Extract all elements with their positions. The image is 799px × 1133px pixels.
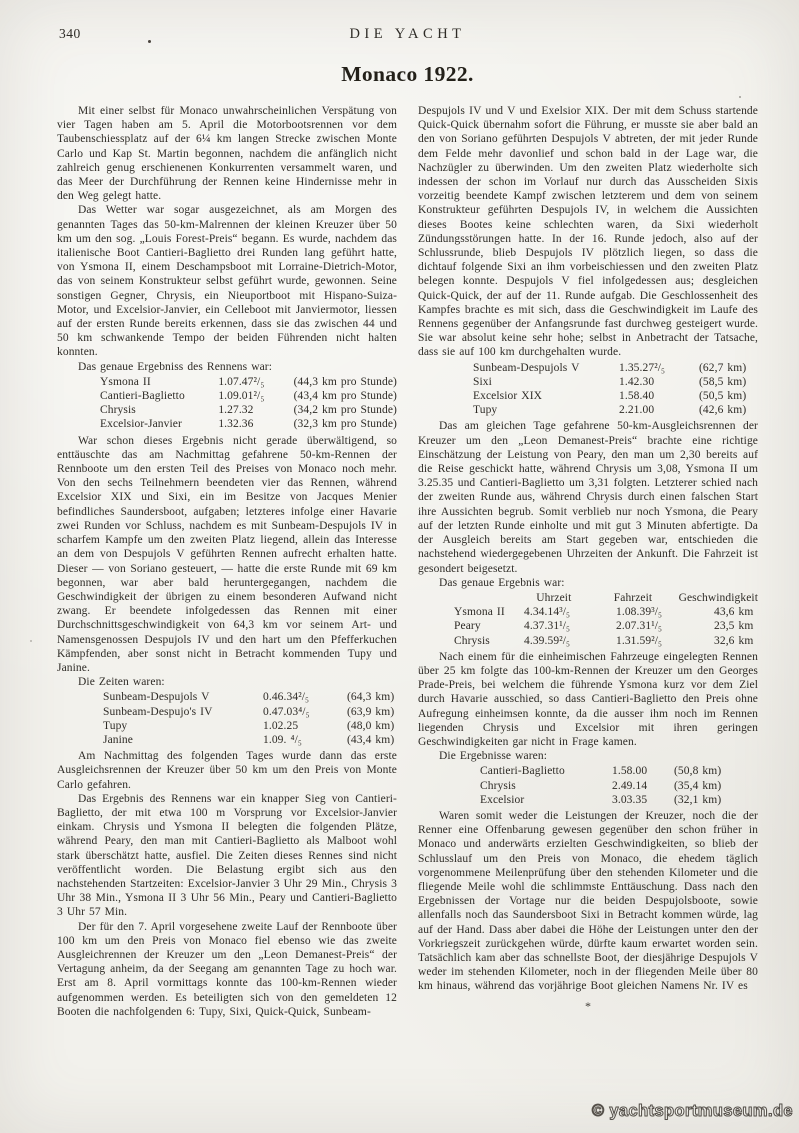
time-value: 1.09. ⁴/₅ [263,733,302,746]
speed-value: (50,5 km) [699,390,747,403]
time-value: 2.49.14 [612,779,648,792]
boat-name: Excelsior XIX [473,390,543,403]
boat-name: Excelsior [480,793,525,806]
times-table [57,690,397,747]
time-value: 1.07.47²/₅ [218,375,265,388]
paragraph: Der für den 7. April vorgesehene zweite Lauf der Rennboote über 100 km um den Preis von Monaco fiel ebenso wie das zweite Ausgleichrennen der Kreuzer um den „Leon Demanest-Preis“ der Vertagung anheim, da der Seegang am genannten Tage zu hoch war. Erst am 8. April vormittags konnte das 100-km-Rennen wieder aufgenommen werden. Es beteiligten sich von den gemeldeten 12 Booten die nachfolgenden 6: Tupy, Sixi, Quick-Quick, Sunbeam- [57,920,397,1018]
results-heading: Das genaue Ergebniss des Rennens war: [78,360,273,373]
ink-speck [739,96,741,98]
table-row [57,733,397,747]
boat-name: Janine [103,733,133,746]
speed-value: (63,9 km) [347,705,395,718]
speed-value: (44,3 km pro Stunde) [293,375,397,388]
empty-header-cell [454,591,514,605]
table-row [418,361,758,375]
article-title: Monaco 1922. [341,62,474,86]
speed-value: (32,3 km pro Stunde) [293,418,397,431]
column-header-geschwindigkeit: Geschwindigkeit [678,591,759,604]
ink-speck [30,640,32,642]
time-value: 1.42.30 [619,375,655,388]
boat-name: Cantieri-Baglietto [480,765,565,778]
paragraph: Am Nachmittag des folgenden Tages wurde dann das erste Ausgleichsrennen der Kreuzer über 50 km um den Preis von Monte Carlo gefahren. [57,750,397,791]
section-mark: * [584,998,592,1013]
time-value: 2.21.00 [619,404,655,417]
paragraph: Das Ergebnis des Rennens war ein knapper Sieg von Cantieri-Baglietto, der mit etwa 100 m Vorsprung vor Excelsior-Janvier einkam. Chrysis und Ysmona II belegten die folgenden Plätze, während Peary, den man mit Cantieri-Baglietto als Malboot wohl stark überschätzt hatte, ausfiel. Die Zeiten dieses Rennes sind nicht veröffentlicht worden. Die Belastung ergibt sich aus den nachstehenden Startzeiten: Excelsior-Janvier 3 Uhr 29 Min., Chrysis 3 Uhr 38 Min., Ysmona II 3 Uhr 56 Min., Peary und Cantieri-Baglietto 3 Uhr 57 Min. [57,792,397,919]
exact-results-heading: Das genaue Ergebnis war: [439,576,565,589]
boat-name: Chrysis [480,779,516,792]
table-row [418,389,758,403]
table-row [57,403,397,417]
time-value: 1.09.01²/₅ [218,390,265,403]
time-value: 0.46.34²/₅ [263,691,310,704]
paragraph: Waren somit weder die Leistungen der Kreuzer, noch die der Renner eine Offenbarung gewesen gegenüber den schon früher in Monaco und anderwärts erzielten Geschwindigkeiten, so blieb der Schlusslauf um den Preis von Monaco, die ehedem täglich vorgenommene Meilenprüfung über den stehenden Kilometer und die fliegende Meile wohl die schlimmste Enttäuschung. Dass nach den Ergebnissen der Vortage nur die beiden Despujolsboote, sowie allenfalls noch das Saundersboot Sixi in Betracht kommen würde, lag auf der Hand. Dass aber dabei die Höhe der Leistungen unter den der Vorkriegszeit zurückgehen würde, dürfte kaum erwartet worden sein. Tatsächlich kam aber das schnellste Boot, der diesjährige Despujols V weder im stehenden Kilometer, noch in der fliegenden Meile über 80 km hinaus, während das vorjährige Boot gleichen Namens Nr. IV es [418,809,758,993]
page-number: 340 [59,26,81,41]
speed-table [418,361,758,418]
boat-name: Ysmona II [454,606,505,619]
table-row [57,690,397,704]
right-column [418,104,758,1019]
table-header-row [418,591,758,605]
arrival-time-value: 4.39.59²/₅ [524,634,571,647]
table-row [418,634,758,648]
boat-name: Tupy [473,404,498,417]
boat-name: Sunbeam-Despujo's IV [103,705,213,718]
arrival-time-value: 4.37.31¹/₅ [524,620,571,633]
race-time-value: 1.31.59²/₅ [616,634,663,647]
time-value: 1.02.25 [263,719,299,732]
table-row [57,375,397,389]
table-row [418,619,758,633]
column-header-uhrzeit: Uhrzeit [536,591,572,604]
boat-name: Sixi [473,375,492,388]
time-value: 1.58.40 [619,390,655,403]
time-value: 3.03.35 [612,793,648,806]
speed-value: (48,0 km) [347,719,395,732]
paragraph: War schon dieses Ergebnis nicht gerade überwältigend, so enttäuschte das am Nachmittag gefahrene 50-km-Rennen der Rennboote um den ersten Teil des Preises von Monaco noch mehr. Von den sechs Teilnehmern beendeten vier das Rennen, während Excelsior XIX und Sixi, ein im Besitze von Jacques Menier befindliches Saundersboot, aufgaben; letzteres infolge einer Havarie zwei Runden vor Schluss, nachdem es mit Sunbeam-Despujols IV in scharfem Kampfe um den zweiten Platz liegend, allein das Interesse an dem von Despujols V geführten Rennen aufrecht erhalten hatte. Dieser — von Soriano gesteuert, — hatte die erste Runde mit 69 km begonnen, war aber bald heruntergegangen, nachdem die Geschwindigkeit der übrigen zu einem besonderen Aufwand nicht zwang. Er beendete infolgedessen das Rennen mit einer Durchschnittsgeschwindigkeit von 64,3 km vor seinem Art- und Namensgenossen Despujols IV und den hart um den Pfefferkuchen Kämpfenden, aber sonst nicht in Betracht kommenden Tupy und Janine. [57,434,397,674]
boat-name: Excelsior-Janvier [100,418,182,431]
results-table [57,375,397,432]
paragraph: Mit einer selbst für Monaco unwahrscheinlichen Verspätung von vier Tagen haben am 5. April die Motorbootsrennen vor dem Taubenschiessplatz auf der 6¼ km langen Strecke zwischen Monte Carlo und Kap St. Martin begonnen, nachdem die anfänglich nicht zahlreich genug erschienenen Konkurrenten versammelt waren, und das Meer der Durchführung der Rennen keine Hindernisse mehr in den Weg gelegt hatte. [57,105,397,203]
boat-name: Chrysis [454,634,490,647]
time-value: 0.47.03⁴/₅ [263,705,310,718]
boat-name: Sunbeam-Despujols V [473,361,580,374]
table-row [57,389,397,403]
race-time-value: 1.08.39³/₅ [616,606,663,619]
boat-name: Cantieri-Baglietto [100,390,185,403]
boat-name: Sunbeam-Despujols V [103,691,210,704]
table-row [418,605,758,619]
speed-value: 23,5 km [714,620,754,633]
watermark: © yachtsportmuseum.de [591,1102,793,1120]
speed-value: 43,6 km [714,606,754,619]
table-row [418,375,758,389]
table-row [57,417,397,431]
paragraph: Das Wetter war sogar ausgezeichnet, als am Morgen des genannten Tages das 50-km-Malrennen der kleinen Kreuzer über 50 km um den sog. „Louis Forest-Preis“ begann. Es wurde, nachdem das italienische Boot Cantieri-Baglietto drei Runden lang geführt hatte, von Ysmona II, einem Deschampsboot mit Lorraine-Dietrich-Motor, das von seinem Konstrukteur selbst geführt wurde, gewonnen. Seine sonstigen Gegner, Chrysis, ein Nieuportboot mit Hispano-Suiza-Motor, und Excelsior-Janvier, ein Celleboot mit Janviermotor, liessen auf der ersten Runde bereits erkennen, dass sie das zwischen 44 und 50 km schwankende Tempo der beiden Führenden nicht halten konnten. [57,204,397,359]
journal-title: DIE YACHT [349,26,466,42]
race-time-value: 2.07.31¹/₅ [616,620,663,633]
speed-value: (42,6 km) [699,404,747,417]
left-column [57,104,397,1019]
table-row [57,719,397,733]
boat-name: Chrysis [100,404,136,417]
speed-value: (64,3 km) [347,691,395,704]
paragraph: Nach einem für die einheimischen Fahrzeuge eingelegten Rennen über 25 km folgte das 100-km-Rennen der Kreuzer um den Georges Prade-Preis, bei welchem die führende Ysmona kurz vor dem Ziel durch Havarie ausschied, so dass Cantieri-Baglietto den Preis ohne Aufregung einheimsen konnte, da die ausser ihm noch im Rennen liegenden Chrysis und Excelsior mit ihren geringen Geschwindigkeiten gar nicht in Frage kamen. [418,650,758,748]
speed-value: (34,2 km pro Stunde) [293,404,397,417]
speed-value: (43,4 km pro Stunde) [293,390,397,403]
speed-value: (32,1 km) [674,793,722,806]
speed-value: (35,4 km) [674,779,722,792]
final-results-table [418,764,758,807]
boat-name: Tupy [103,719,128,732]
paragraph: Despujols IV und V und Exelsior XIX. Der mit dem Schuss startende Quick-Quick übernahm sofort die Führung, er musste sie aber bald an den von Soriano geführten Despujols V abtreten, der mit jeder Runde dem Felde mehr davonlief und schon bald in der Lage war, die Nachzügler zu überwinden. Um den zweiten Platz wiederholte sich indessen der schon im Vorlauf nur durch das Ausscheiden Sixis vorzeitig beendete Kampf zwischen letzterem und dem von seinem Konstrukteur geführten Despujols IV, in welchem die Aussichten dieses Bootes keine schlechten waren, da Sixi wiederholt Zündungsstörungen hatte. In der 16. Runde jedoch, also auf der Schlussrunde, blieb Despujols IV plötzlich liegen, so dass die dichtauf folgende Sixi an ihm vorbeischiessen und den zweiten Platz belegen konnte. Despujols V fiel infolgedessen aus; desgleichen Quick-Quick, der auf der 11. Runde aufgab. Die Geschlossenheit des Kampfes brachte es mit sich, dass die Geschwindigkeit im Laufe des Rennens gegenüber der Anfangsrunde fast durchweg gesteigert wurde. Sie war absolut keine sehr hohe; selbst in Anbetracht der Tatsache, dass sie auf 100 km durchgehalten wurde. [418,105,758,359]
paragraph: Das am gleichen Tage gefahrene 50-km-Ausgleichsrennen der Kreuzer um den „Leon Demanest-Preis“ brachte eine richtige Einschätzung der Leistung von Peary, den man um 2,30 bereits auf die Reise geschickt hatte, während Chrysis um 3,08, Ysmona II um 3.25.35 und Cantieri-Baglietto um 3,31 folgten. Letzterer schied nach der zweiten Runde aus, während Chrysis durch einen falschen Start ihre Aussichten begrub. Somit verblieb nur noch Ysmona, die Peary auf der letzten Runde einholte und mit gut 3 Minuten abfertigte. Da der Ausgleich bereits am Start gegeben war, entschieden die nachstehend wiedergegebenen Uhrzeiten der Ankunft. Die Fahrzeit ist gesondert beigesetzt. [418,420,758,575]
table-row [418,764,758,778]
time-value: 1.32.36 [218,418,254,431]
page-header [57,26,758,46]
table-row [418,793,758,807]
speed-value: (62,7 km) [699,361,747,374]
column-header-fahrzeit: Fahrzeit [613,591,653,604]
speed-value: (58,5 km) [699,375,747,388]
speed-value: (50,8 km) [674,765,722,778]
time-value: 1.58.00 [612,765,648,778]
boat-name: Ysmona II [100,375,151,388]
table-row [57,705,397,719]
table-row [418,403,758,417]
table-row [418,779,758,793]
times-heading: Die Zeiten waren: [78,676,165,689]
speed-value: (43,4 km) [347,733,395,746]
arrival-time-value: 4.34.14³/₅ [524,606,571,619]
time-value: 1.27.32 [218,404,254,417]
time-value: 1.35.27²/₅ [619,361,666,374]
exact-results-table [418,591,758,648]
results-heading: Die Ergebnisse waren: [439,750,547,763]
boat-name: Peary [454,620,481,633]
speed-value: 32,6 km [714,634,754,647]
article-body [57,104,758,1019]
ink-speck [148,40,151,43]
